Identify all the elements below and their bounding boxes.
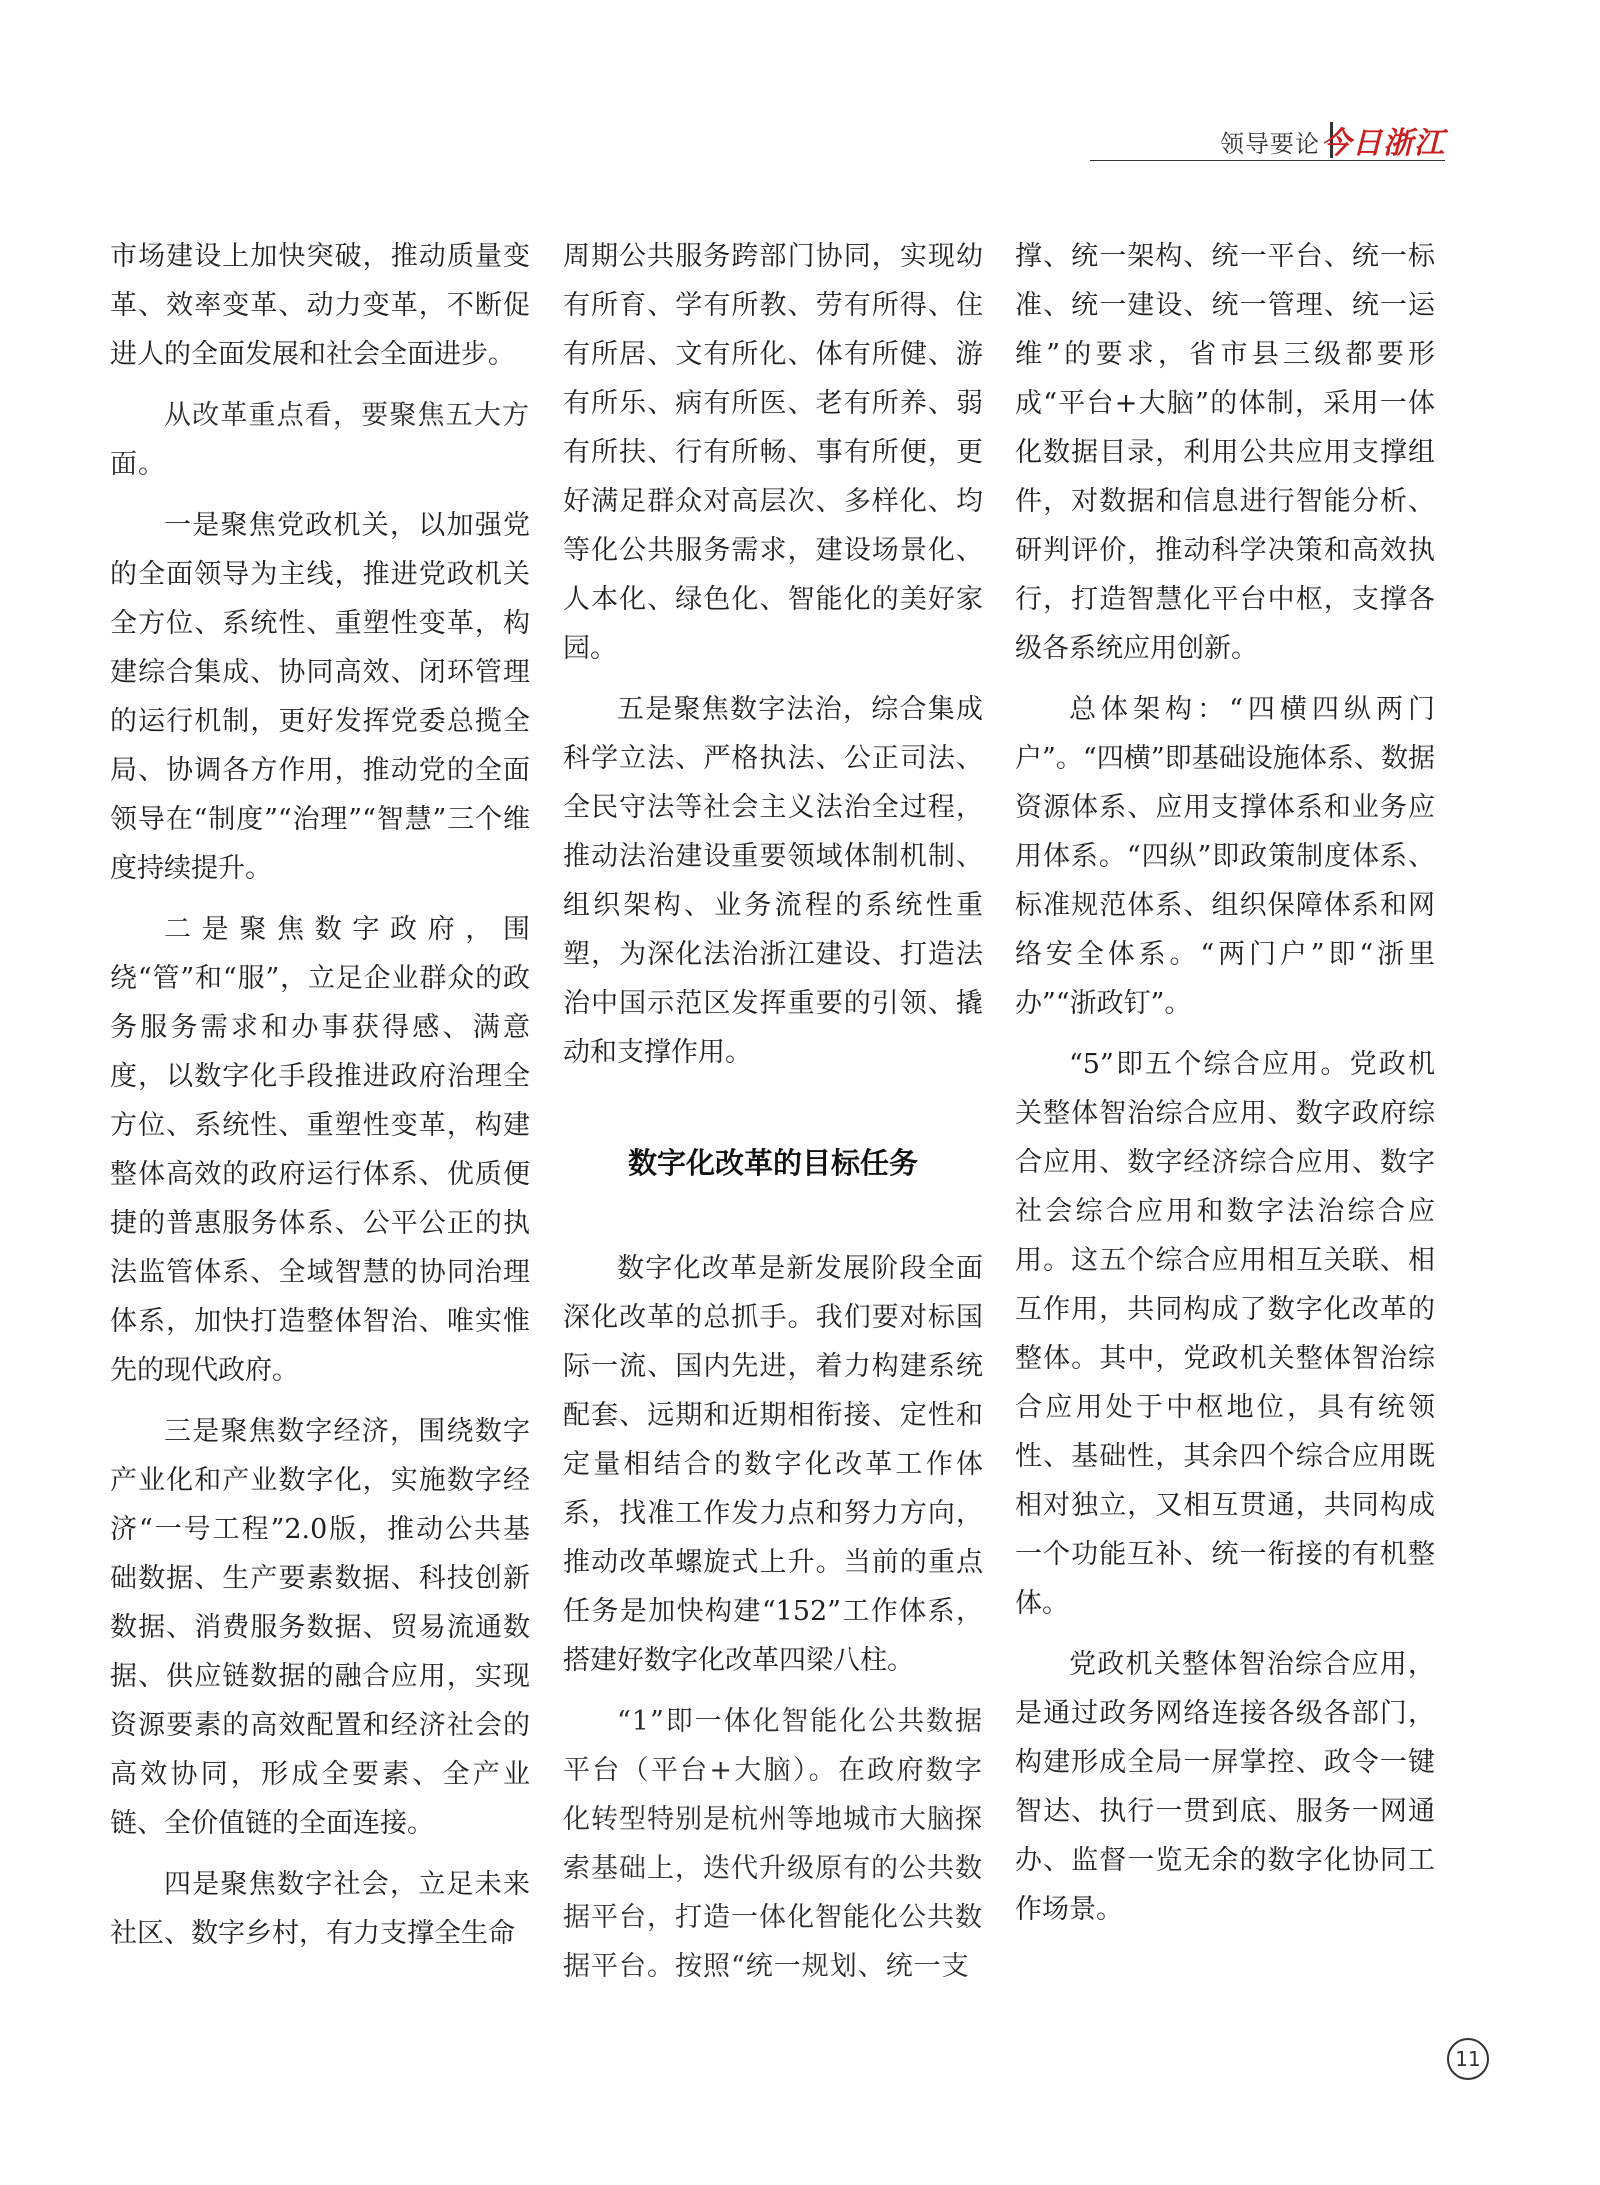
paragraph: 周期公共服务跨部门协同，实现幼有所育、学有所教、劳有所得、住有所居、文有所化、体有所健、游有所乐、病有所医、老有所养、弱有所扶、行有所畅、事有所便，更好满足群众对高层次、多样化、均等化公共服务需求，建设场景化、人本化、绿色化、智能化的美好家园。 xyxy=(563,241,983,664)
paragraph: 五是聚焦数字法治，综合集成科学立法、严格执法、公正司法、全民守法等社会主义法治全过程，推动法治建设重要领域体制机制、组织架构、业务流程的系统性重塑，为深化法治浙江建设、打造法治中国示范区发挥重要的引领、撬动和支撑作用。 xyxy=(563,694,983,1068)
page-header xyxy=(1090,120,1445,161)
paragraph: 三是聚焦数字经济，围绕数字产业化和产业数字化，实施数字经济“一号工程”2.0版，推动公共基础数据、生产要素数据、科技创新数据、消费服务数据、贸易流通数据、供应链数据的融合应用，实现资源要素的高效配置和经济社会的高效协同，形成全要素、全产业链、全价值链的全面连接。 xyxy=(110,1416,530,1839)
text-column-2 xyxy=(563,232,983,2003)
paragraph-lead: 从改革重点看，要聚焦五大方面。 xyxy=(110,400,530,480)
paragraph: “5”即五个综合应用。党政机关整体智治综合应用、数字政府综合应用、数字经济综合应用、数字社会综合应用和数字法治综合应用。这五个综合应用相互关联、相互作用，共同构成了数字化改革的整体。其中，党政机关整体智治综合应用处于中枢地位，具有统领性、基础性，其余四个综合应用既相对独立，又相互贯通，共同构成一个功能互补、统一衔接的有机整体。 xyxy=(1015,1049,1435,1619)
paragraph: 一是聚焦党政机关，以加强党的全面领导为主线，推进党政机关全方位、系统性、重塑性变革，构建综合集成、协同高效、闭环管理的运行机制，更好发挥党委总揽全局、协调各方作用，推动党的全面领导在“制度”“治理”“智慧”三个维度持续提升。 xyxy=(110,510,530,884)
text-column-1 xyxy=(110,232,530,1970)
magazine-logo: 今日浙江 xyxy=(1321,126,1445,161)
section-label: 领导要论 xyxy=(1220,130,1320,158)
paragraph: 总体架构：“四横四纵两门户”。“四横”即基础设施体系、数据资源体系、应用支撑体系和业务应用体系。“四纵”即政策制度体系、标准规范体系、组织保障体系和网络安全体系。“两门户”即“浙里办”“浙政钉”。 xyxy=(1015,694,1435,1019)
page-number: 11 xyxy=(1447,2038,1489,2080)
paragraph: “1”即一体化智能化公共数据平台（平台+大脑）。在政府数字化转型特别是杭州等地城市大脑探索基础上，迭代升级原有的公共数据平台，打造一体化智能化公共数据平台。按照“统一规划、统一支 xyxy=(563,1706,983,1982)
text-column-3 xyxy=(1015,232,1435,1946)
paragraph: 市场建设上加快突破，推动质量变革、效率变革、动力变革，不断促进人的全面发展和社会全面进步。 xyxy=(110,241,530,370)
paragraph: 数字化改革是新发展阶段全面深化改革的总抓手。我们要对标国际一流、国内先进，着力构建系统配套、远期和近期相衔接、定性和定量相结合的数字化改革工作体系，找准工作发力点和努力方向，推动改革螺旋式上升。当前的重点任务是加快构建“152”工作体系，搭建好数字化改革四梁八柱。 xyxy=(563,1253,983,1676)
section-heading: 数字化改革的目标任务 xyxy=(627,1146,918,1180)
paragraph: 党政机关整体智治综合应用，是通过政务网络连接各级各部门，构建形成全局一屏掌控、政令一键智达、执行一贯到底、服务一网通办、监督一览无余的数字化协同工作场景。 xyxy=(1015,1649,1435,1925)
paragraph: 二是聚焦数字政府，围绕“管”和“服”，立足企业群众的政务服务需求和办事获得感、满意度，以数字化手段推进政府治理全方位、系统性、重塑性变革，构建整体高效的政府运行体系、优质便捷的普惠服务体系、公平公正的执法监管体系、全域智慧的协同治理体系，加快打造整体智治、唯实惟先的现代政府。 xyxy=(110,914,530,1386)
paragraph: 撑、统一架构、统一平台、统一标准、统一建设、统一管理、统一运维”的要求，省市县三级都要形成“平台+大脑”的体制，采用一体化数据目录，利用公共应用支撑组件，对数据和信息进行智能分析、研判评价，推动科学决策和高效执行，打造智慧化平台中枢，支撑各级各系统应用创新。 xyxy=(1015,241,1435,664)
paragraph: 四是聚焦数字社会，立足未来社区、数字乡村，有力支撑全生命 xyxy=(110,1869,530,1949)
